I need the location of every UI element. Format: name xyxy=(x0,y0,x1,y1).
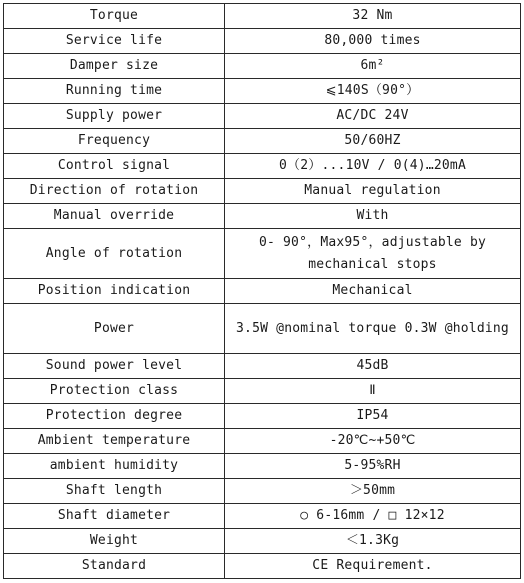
row-label: Service life xyxy=(4,29,225,54)
row-value: 45dB xyxy=(225,354,521,379)
row-value: ⩽140S（90°） xyxy=(225,79,521,104)
row-label: Frequency xyxy=(4,129,225,154)
row-label: Damper size xyxy=(4,54,225,79)
row-value: 0（2）...10V / 0(4)…20mA xyxy=(225,154,521,179)
row-value: 5-95%RH xyxy=(225,454,521,479)
table-row xyxy=(4,229,521,279)
spec-sheet xyxy=(3,3,521,579)
row-label: Manual override xyxy=(4,204,225,229)
row-value: CE Requirement. xyxy=(225,554,521,579)
row-value: AC/DC 24V xyxy=(225,104,521,129)
table-row xyxy=(4,454,521,479)
table-row xyxy=(4,204,521,229)
row-value: 3.5W @nominal torque 0.3W @holding xyxy=(225,304,521,354)
row-label: Direction of rotation xyxy=(4,179,225,204)
row-label: Weight xyxy=(4,529,225,554)
row-value: ＜1.3Kg xyxy=(225,529,521,554)
row-label: Supply power xyxy=(4,104,225,129)
row-value: 80,000 times xyxy=(225,29,521,54)
table-row xyxy=(4,479,521,504)
table-row xyxy=(4,379,521,404)
table-row xyxy=(4,154,521,179)
table-row xyxy=(4,354,521,379)
row-value: IP54 xyxy=(225,404,521,429)
table-row xyxy=(4,529,521,554)
row-label: Protection degree xyxy=(4,404,225,429)
row-value: With xyxy=(225,204,521,229)
table-row xyxy=(4,104,521,129)
row-label: ambient humidity xyxy=(4,454,225,479)
row-label: Standard xyxy=(4,554,225,579)
row-label: Shaft diameter xyxy=(4,504,225,529)
row-value: ○ 6-16mm / □ 12×12 xyxy=(225,504,521,529)
row-label: Protection class xyxy=(4,379,225,404)
table-row xyxy=(4,4,521,29)
table-row xyxy=(4,129,521,154)
row-value: 32 Nm xyxy=(225,4,521,29)
row-label: Sound power level xyxy=(4,354,225,379)
row-value: Ⅱ xyxy=(225,379,521,404)
spec-table xyxy=(3,3,521,579)
table-row xyxy=(4,179,521,204)
row-value: 0- 90°，Max95°，adjustable by mechanical stops xyxy=(225,229,521,279)
row-value: Manual regulation xyxy=(225,179,521,204)
table-row xyxy=(4,279,521,304)
row-value: 6m² xyxy=(225,54,521,79)
table-row xyxy=(4,54,521,79)
row-label: Torque xyxy=(4,4,225,29)
row-value: Mechanical xyxy=(225,279,521,304)
table-row xyxy=(4,429,521,454)
row-label: Angle of rotation xyxy=(4,229,225,279)
table-row xyxy=(4,29,521,54)
row-label: Position indication xyxy=(4,279,225,304)
table-row xyxy=(4,79,521,104)
row-label: Control signal xyxy=(4,154,225,179)
row-value: 50/60HZ xyxy=(225,129,521,154)
row-label: Power xyxy=(4,304,225,354)
table-row xyxy=(4,554,521,579)
row-label: Ambient temperature xyxy=(4,429,225,454)
row-label: Shaft length xyxy=(4,479,225,504)
table-row xyxy=(4,504,521,529)
row-value: ＞50mm xyxy=(225,479,521,504)
row-label: Running time xyxy=(4,79,225,104)
row-value: -20℃~+50℃ xyxy=(225,429,521,454)
table-row xyxy=(4,304,521,354)
table-row xyxy=(4,404,521,429)
